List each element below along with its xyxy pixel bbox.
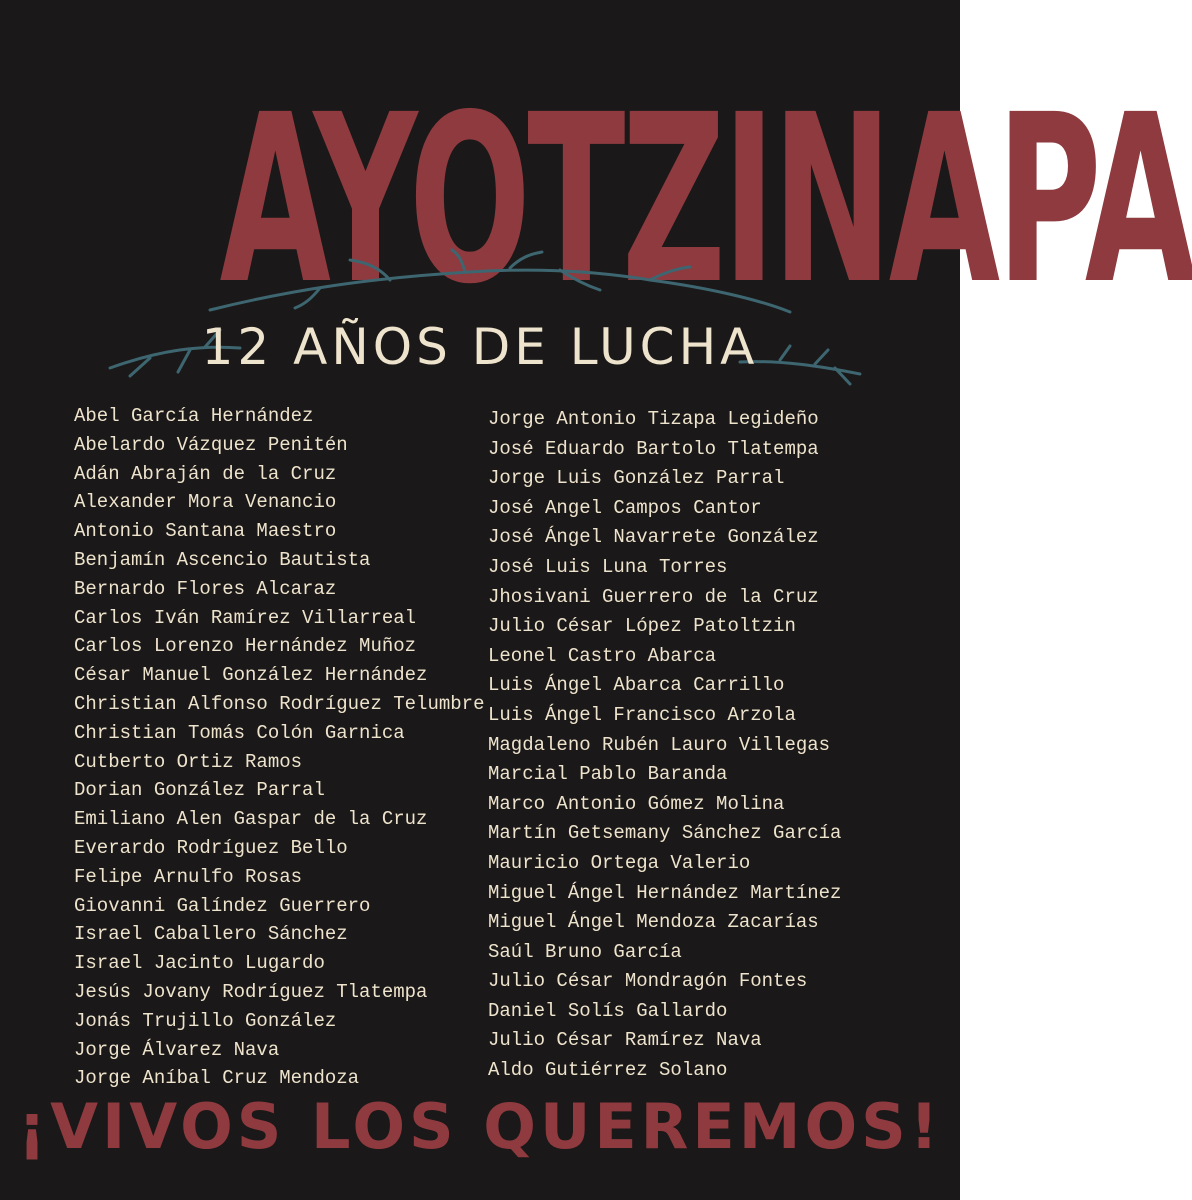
list-item: Julio César Mondragón Fontes [488,970,808,993]
list-item: Everardo Rodríguez Bello [74,836,348,859]
list-item: Saúl Bruno García [488,940,682,963]
names-list-left [74,402,484,1093]
list-item: José Ángel Navarrete González [488,526,819,549]
list-item: José Luis Luna Torres [488,555,728,578]
list-item: Miguel Ángel Mendoza Zacarías [488,911,819,934]
list-item: Julio César Ramírez Nava [488,1029,762,1052]
list-item: José Eduardo Bartolo Tlatempa [488,437,819,460]
poster-footer: ¡VIVOS LOS QUEREMOS! [17,1090,943,1163]
list-item: Luis Ángel Abarca Carrillo [488,674,785,697]
list-item: Alexander Mora Venancio [74,491,337,514]
list-item: Carlos Iván Ramírez Villarreal [74,606,417,629]
list-item: Christian Alfonso Rodríguez Telumbre [74,692,485,715]
list-item: Christian Tomás Colón Garnica [74,721,405,744]
list-item: Bernardo Flores Alcaraz [74,577,337,600]
list-item: Mauricio Ortega Valerio [488,851,751,874]
list-item: Benjamín Ascencio Bautista [74,548,371,571]
list-item: Felipe Arnulfo Rosas [74,865,303,888]
list-item: Jorge Álvarez Nava [74,1038,280,1061]
list-item: Luis Ángel Francisco Arzola [488,703,796,726]
list-item: Marcial Pablo Baranda [488,763,728,786]
list-item: Julio César López Patoltzin [488,615,796,638]
list-item: Daniel Solís Gallardo [488,999,728,1022]
list-item: Carlos Lorenzo Hernández Muñoz [74,635,417,658]
list-item: Jesús Jovany Rodríguez Tlatempa [74,980,428,1003]
list-item: Marco Antonio Gómez Molina [488,792,785,815]
list-item: Giovanni Galíndez Guerrero [74,894,371,917]
list-item: Jorge Aníbal Cruz Mendoza [74,1067,360,1090]
list-item: Miguel Ángel Hernández Martínez [488,881,842,904]
poster-title: AYOTZINAPA [219,65,1192,335]
list-item: Martín Getsemany Sánchez García [488,822,842,845]
list-item: Jonás Trujillo González [74,1009,337,1032]
list-item: Israel Caballero Sánchez [74,923,348,946]
list-item: José Angel Campos Cantor [488,496,762,519]
list-item: Leonel Castro Abarca [488,644,717,667]
list-item: Emiliano Alen Gaspar de la Cruz [74,808,428,831]
list-item: Abelardo Vázquez Penitén [74,433,348,456]
list-item: Jhosivani Guerrero de la Cruz [488,585,819,608]
list-item: Jorge Antonio Tizapa Legideño [488,408,819,430]
list-item: Adán Abraján de la Cruz [74,462,337,485]
list-item: César Manuel González Hernández [74,664,428,687]
list-item: Abel García Hernández [74,405,314,427]
poster-subtitle: 12 AÑOS DE LUCHA [201,318,759,376]
list-item: Aldo Gutiérrez Solano [488,1059,728,1082]
list-item: Jorge Luis González Parral [488,467,785,490]
list-item: Cutberto Ortiz Ramos [74,750,303,773]
list-item: Magdaleno Rubén Lauro Villegas [488,733,831,756]
list-item: Antonio Santana Maestro [74,520,337,543]
list-item: Israel Jacinto Lugardo [74,952,325,975]
list-item: Dorian González Parral [74,779,325,802]
names-list-right [488,405,841,1086]
